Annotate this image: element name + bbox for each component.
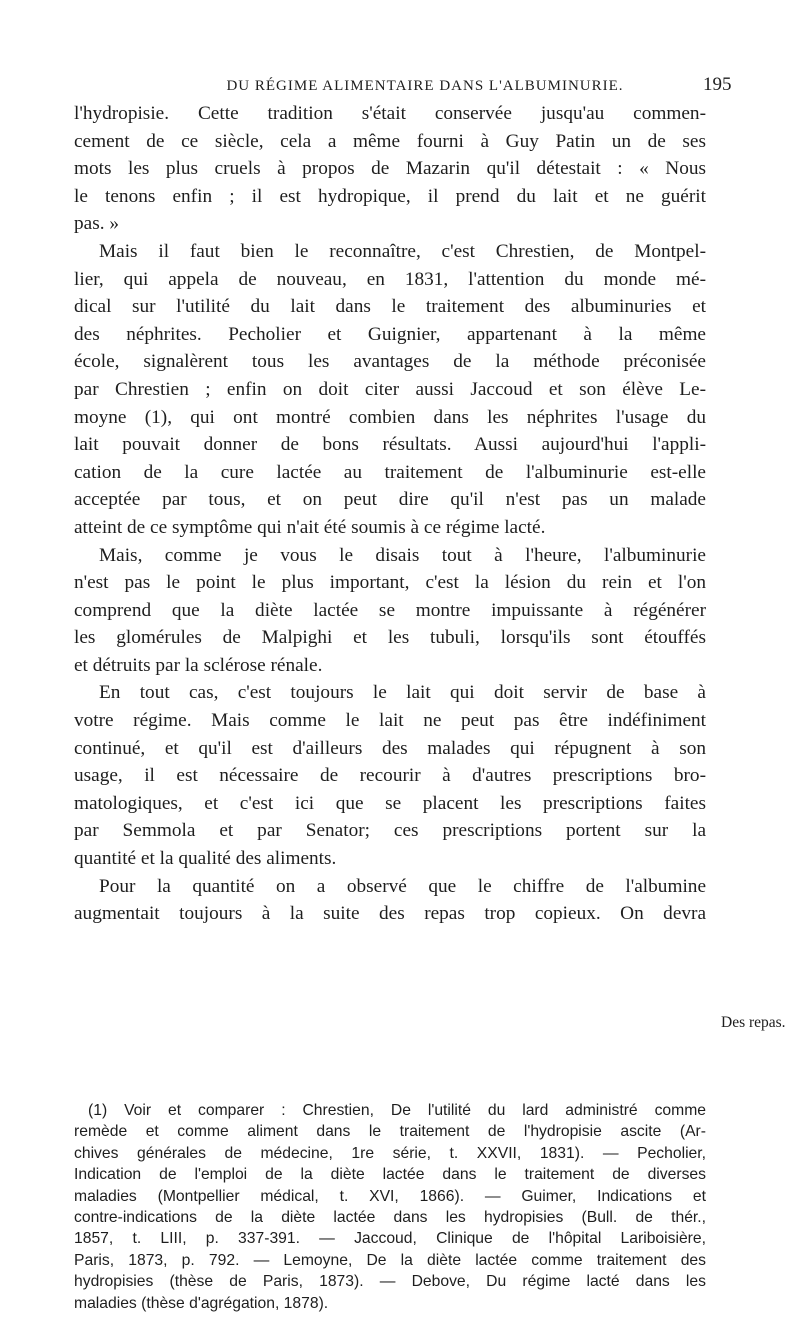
footnote-line: chives générales de médecine, 1re série, t. XXVII, 1831). — Pecholier, (74, 1144, 706, 1162)
text-line: pas. » (74, 213, 119, 235)
footnote-line: Indication de l'emploi de la diète lactée dans le traitement de diverses (74, 1166, 706, 1184)
text-line: atteint de ce symptôme qui n'ait été soumis à ce régime lacté. (74, 516, 546, 538)
text-line: cation de la cure lactée au traitement de l'albuminurie est-elle (74, 461, 706, 483)
footnote-line: 1857, t. LIII, p. 337-391. — Jaccoud, Clinique de l'hôpital Lariboisière, (74, 1230, 706, 1248)
text-line: école, signalèrent tous les avantages de la méthode préconisée (74, 351, 706, 373)
footnotes (74, 1100, 706, 1314)
text-line: les glomérules de Malpighi et les tubuli, lorsqu'ils sont étouffés (74, 627, 706, 649)
text-line: moyne (1), qui ont montré combien dans les néphrites l'usage du (74, 406, 706, 428)
text-line: le tenons enfin ; il est hydropique, il prend du lait et ne guérit (74, 185, 706, 207)
text-line: En tout cas, c'est toujours le lait qui doit servir de base à (99, 682, 706, 704)
text-line: continué, et qu'il est d'ailleurs des malades qui répugnent à son (74, 737, 706, 759)
footnote-line: Paris, 1873, p. 792. — Lemoyne, De la diète lactée comme traitement des (74, 1251, 706, 1269)
text-line: lait pouvait donner de bons résultats. Aussi aujourd'hui l'appli- (74, 434, 706, 456)
text-line: mots les plus cruels à propos de Mazarin qu'il détestait : « Nous (74, 158, 706, 180)
footnote-line: hydropisies (thèse de Paris, 1873). — Debove, Du régime lacté dans les (74, 1273, 706, 1291)
text-line: matologiques, et c'est ici que se placent les prescriptions faites (74, 792, 706, 814)
text-line: et détruits par la sclérose rénale. (74, 654, 323, 676)
text-line: par Semmola et par Senator; ces prescriptions portent sur la (74, 820, 706, 842)
running-header: DU RÉGIME ALIMENTAIRE DANS L'ALBUMINURIE. (226, 78, 624, 94)
text-line: augmentait toujours à la suite des repas trop copieux. On devra (74, 903, 706, 925)
text-line: Pour la quantité on a observé que le chiffre de l'albumine (99, 875, 706, 897)
text-line: acceptée par tous, et on peut dire qu'il n'est pas un malade (74, 489, 706, 511)
main-text (74, 100, 706, 928)
margin-note: Des repas. (721, 1014, 786, 1031)
text-line: comprend que la diète lactée se montre impuissante à régénérer (74, 599, 706, 621)
footnote-line: maladies (Montpellier médical, t. XVI, 1866). — Guimer, Indications et (74, 1187, 706, 1205)
text-line: l'hydropisie. Cette tradition s'était conservée jusqu'au commen- (74, 103, 706, 124)
text-line: lier, qui appela de nouveau, en 1831, l'attention du monde mé- (74, 268, 706, 290)
page-number: 195 (703, 74, 732, 95)
text-line: cement de ce siècle, cela a même fourni à Guy Patin un de ses (74, 130, 706, 152)
text-line: des néphrites. Pecholier et Guignier, appartenant à la même (74, 323, 706, 345)
footnote-line: contre-indications de la diète lactée dans les hydropisies (Bull. de thér., (74, 1209, 706, 1227)
text-line: usage, il est nécessaire de recourir à d'autres prescriptions bro- (74, 765, 706, 787)
footnote-line: maladies (thèse d'agrégation, 1878). (74, 1294, 329, 1312)
text-line: n'est pas le point le plus important, c'est la lésion du rein et l'on (74, 572, 706, 594)
text-line: votre régime. Mais comme le lait ne peut pas être indéfiniment (74, 710, 706, 732)
footnote-line: (1) Voir et comparer : Chrestien, De l'utilité du lard administré comme (88, 1102, 706, 1119)
text-line: quantité et la qualité des aliments. (74, 848, 337, 870)
text-line: par Chrestien ; enfin on doit citer aussi Jaccoud et son élève Le- (74, 378, 706, 400)
text-line: Mais il faut bien le reconnaître, c'est Chrestien, de Montpel- (99, 240, 706, 262)
footnote-line: remède et comme aliment dans le traitement de l'hydropisie ascite (Ar- (74, 1123, 706, 1141)
text-line: Mais, comme je vous le disais tout à l'heure, l'albuminurie (99, 544, 706, 566)
text-line: dical sur l'utilité du lait dans le traitement des albuminuries et (74, 296, 706, 318)
